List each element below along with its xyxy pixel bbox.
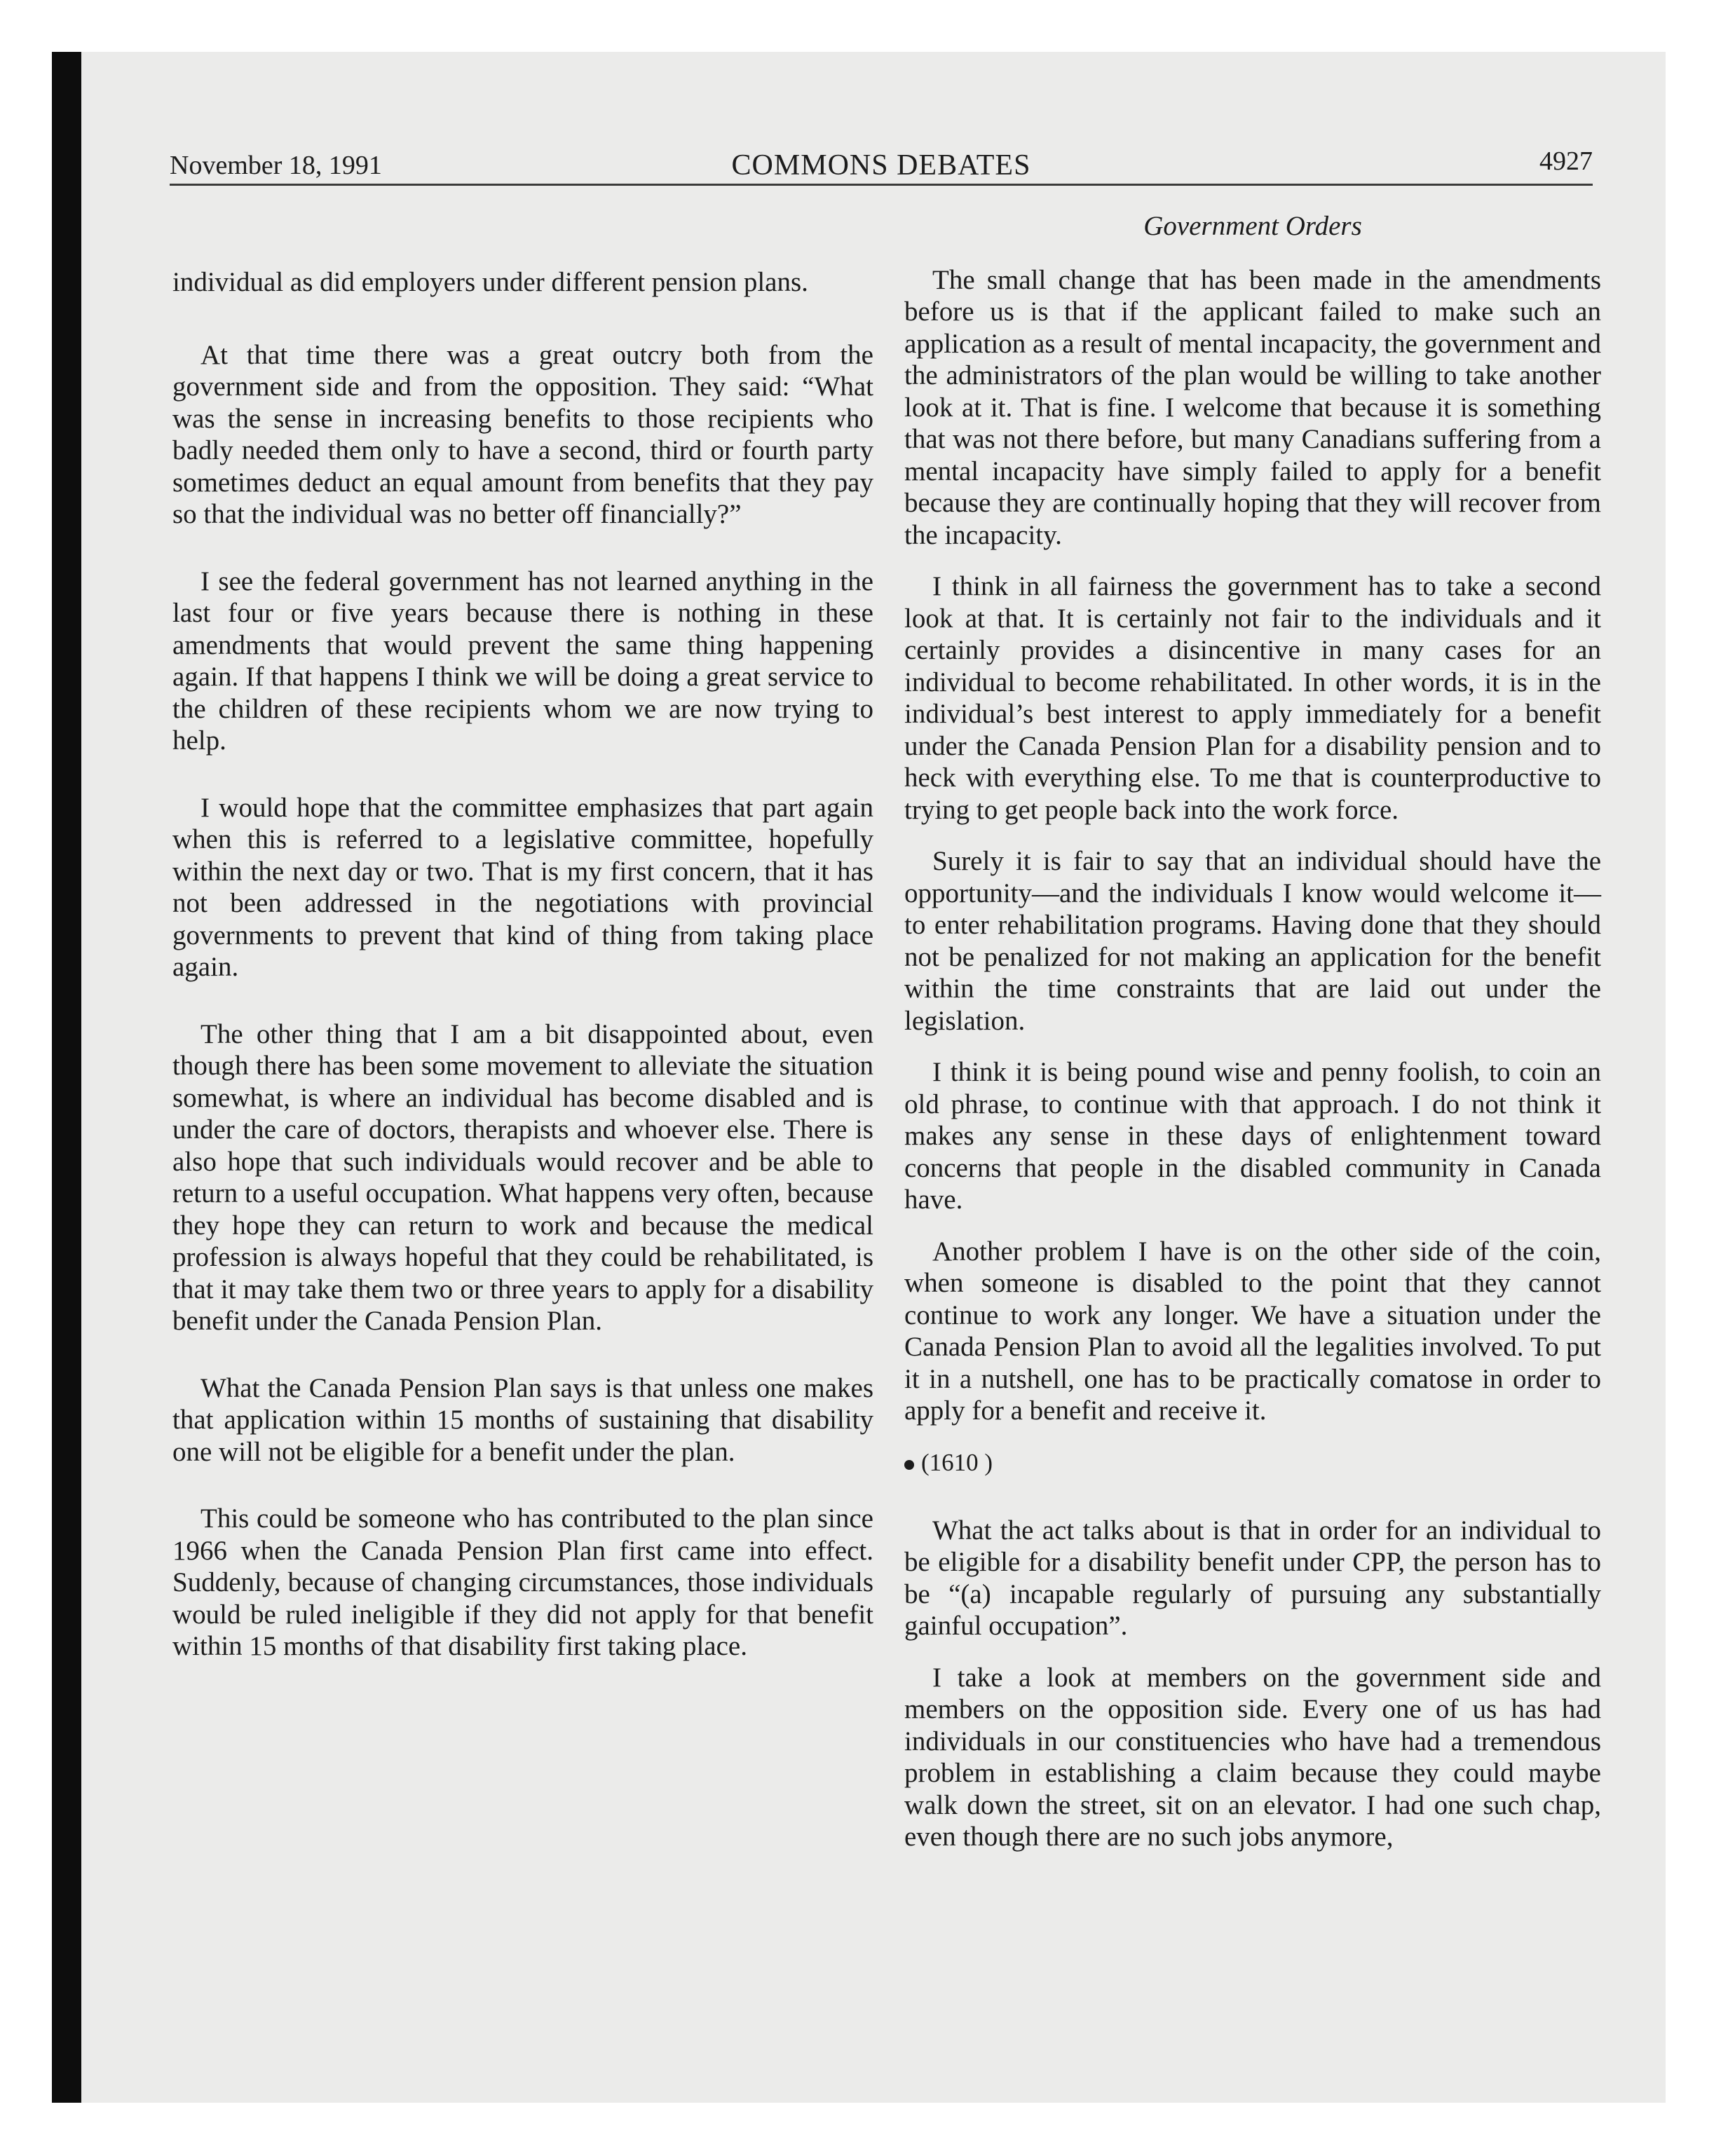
paragraph: individual as did employers under different pension plans. bbox=[172, 267, 808, 297]
paragraph: This could be someone who has contributed to the plan since 1966 when the Canada Pension Plan first came into effect. Suddenly, because of changing circumstances, those individuals would be ruled ineligible if they did not apply for that benefit within 15 months of that disability first taking place. bbox=[172, 1503, 873, 1661]
paragraph: What the Canada Pension Plan says is that unless one makes that application within 15 months of sustaining that disability one will not be eligible for a benefit under the plan. bbox=[172, 1372, 873, 1467]
paragraph: I think it is being pound wise and penny foolish, to coin an old phrase, to continue with that approach. I do not think it makes any sense in these days of enlightenment toward concerns that people in the disabled community in Canada have. bbox=[904, 1057, 1601, 1215]
paragraph: The small change that has been made in the amendments before us is that if the applicant failed to make such an application as a result of mental incapacity, the government and the administrators of the plan would be willing to take another look at it. That is fine. I welcome that because it is something that was not there before, but many Canadians suffering from a mental incapacity have simply failed to apply for a benefit because they are continually hoping that they will recover from the incapacity. bbox=[904, 264, 1601, 550]
running-head bbox=[170, 137, 1593, 186]
paragraph: I think in all fairness the government has to take a second look at that. It is certainly not fair to the individuals and it certainly provides a disincentive in many cases for an individual to become rehabilitated. In other words, it is in the individual’s best interest to apply immediately for a benefit under the Canada Pension Plan for a disability pension and to heck with everything else. To me that is counterproductive to trying to get people back into the work force. bbox=[904, 571, 1601, 825]
page-number: 4927 bbox=[1539, 146, 1593, 176]
time-marker-text: (1610 ) bbox=[921, 1448, 993, 1476]
section-heading: Government Orders bbox=[1143, 211, 1362, 241]
header-title: COMMONS DEBATES bbox=[731, 149, 1031, 182]
binding-edge bbox=[52, 52, 81, 2103]
left-column bbox=[172, 266, 873, 1698]
paragraph: The other thing that I am a bit disappointed about, even though there has been some movement to alleviate the situation somewhat, is where an individual has become disabled and is under the care of doctors, therapists and whoever else. There is also hope that such individuals would recover and be able to return to a useful occupation. What happens very often, because they hope they can return to work and because the medical profession is always hopeful that they could be rehabilitated, is that it may take them two or three years to apply for a disability benefit under the Canada Pension Plan. bbox=[172, 1018, 873, 1336]
paragraph: At that time there was a great outcry both from the government side and from the opposition. They said: “What was the sense in increasing benefits to those recipients who badly needed them only to have a second, third or fourth party sometimes deduct an equal amount from benefits that they pay so that the individual was no better off financially?” bbox=[172, 339, 873, 529]
paragraph: I take a look at members on the government side and members on the opposition side. Every one of us has had individuals in our constituencies who have had a tremendous problem in establishing a claim because they could maybe walk down the street, sit on an elevator. I had one such chap, even though there are no such jobs anymore, bbox=[904, 1662, 1601, 1853]
paragraph: Another problem I have is on the other side of the coin, when someone is disabled to the point that they cannot continue to work any longer. We have a situation under the Canada Pension Plan to avoid all the legalities involved. To put it in a nutshell, one has to be practically comatose in order to apply for a benefit and receive it. bbox=[904, 1236, 1601, 1426]
bullet-icon bbox=[904, 1460, 914, 1470]
right-column bbox=[904, 210, 1601, 1873]
paragraph: What the act talks about is that in order for an individual to be eligible for a disability benefit under CPP, the person has to be “(a) incapable regularly of pursuing any substantially gainful occupation”. bbox=[904, 1515, 1601, 1642]
paragraph: I would hope that the committee emphasizes that part again when this is referred to a legislative committee, hopefully within the next day or two. That is my first concern, that it has not been addressed in the negotiations with provincial governments to prevent that kind of thing from taking place again. bbox=[172, 792, 873, 982]
time-marker bbox=[904, 1447, 1601, 1478]
header-date: November 18, 1991 bbox=[170, 151, 382, 180]
header-rule bbox=[170, 184, 1593, 186]
paragraph: Surely it is fair to say that an individual should have the opportunity—and the individuals I know would welcome it—to enter rehabilitation programs. Having done that they should not be penalized for not making an application for the benefit within the time constraints that are laid out under the legislation. bbox=[904, 846, 1601, 1036]
paragraph: I see the federal government has not learned anything in the last four or five years because there is nothing in these amendments that would prevent the same thing happening again. If that happens I think we will be doing a great service to the children of these recipients whom we are now trying to help. bbox=[172, 566, 873, 756]
